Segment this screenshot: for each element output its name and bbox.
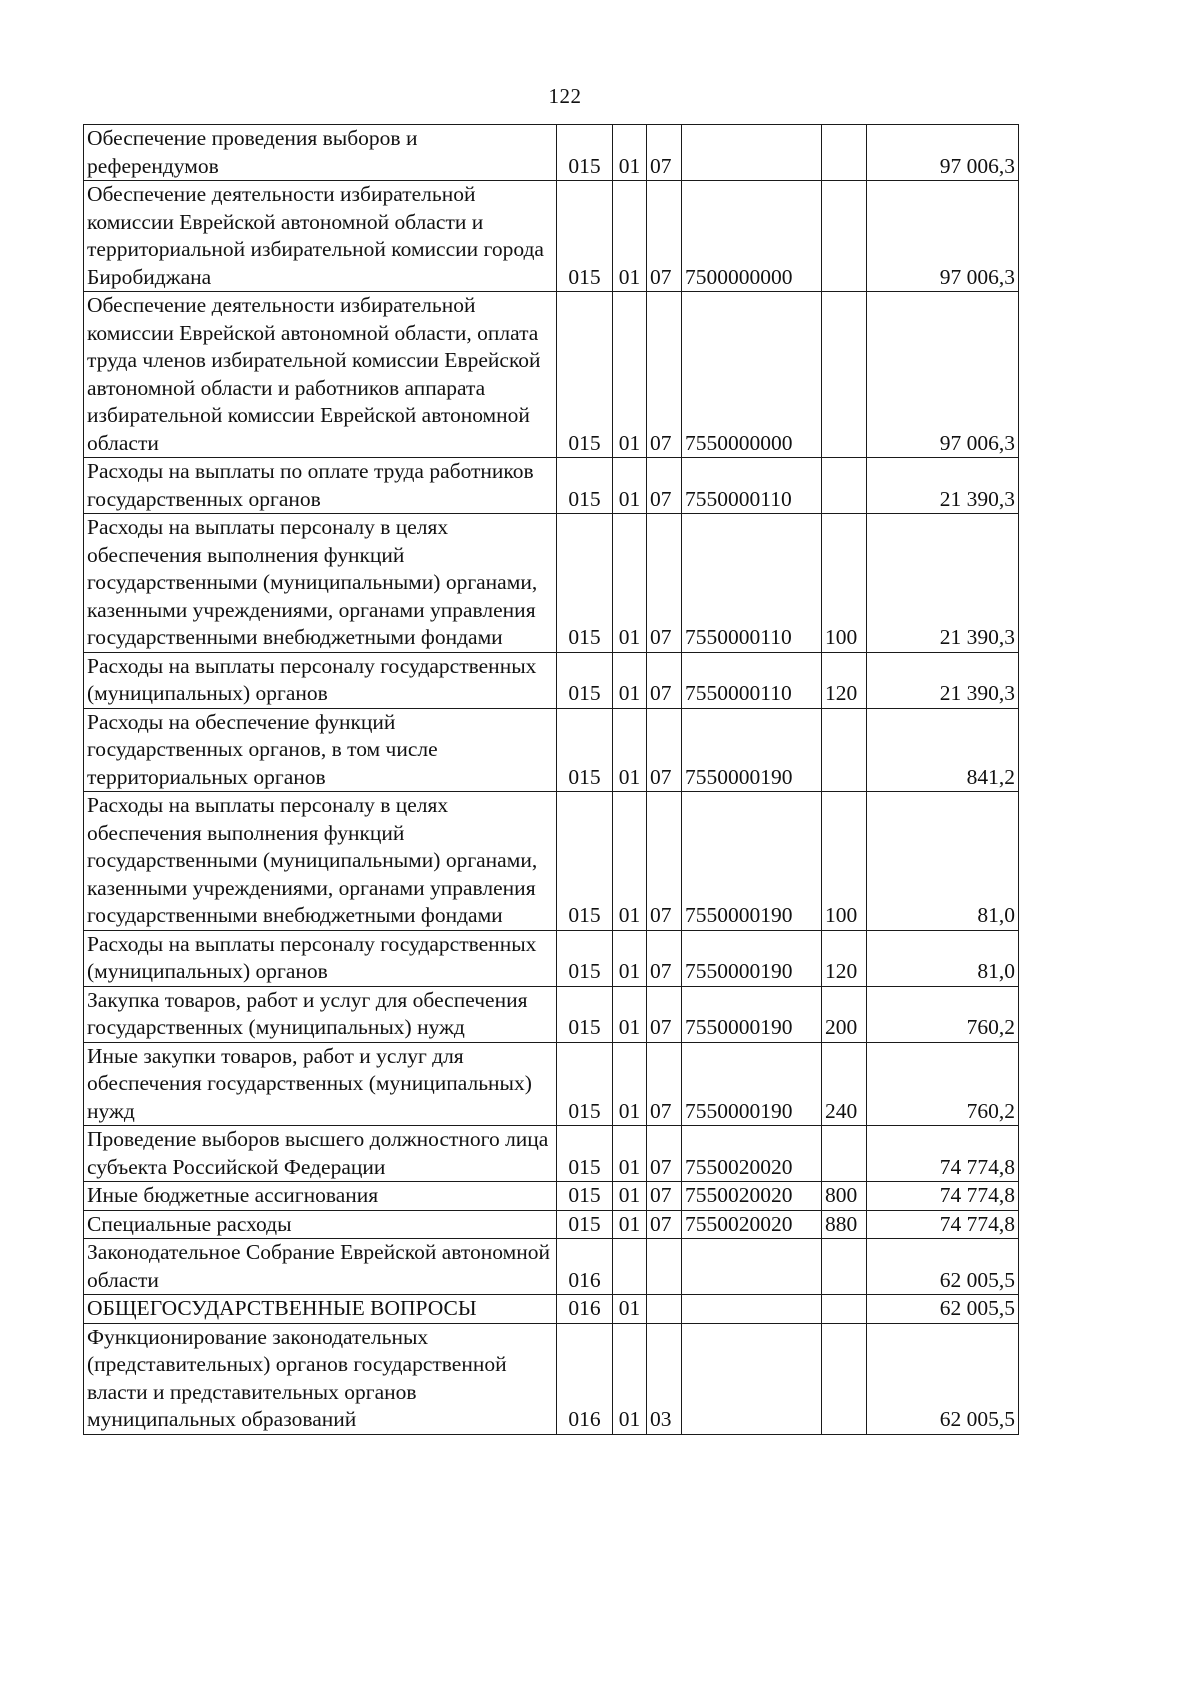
table-row bbox=[84, 652, 1019, 708]
department-code-cell: 015 bbox=[557, 930, 613, 986]
section-code-cell bbox=[613, 1239, 647, 1295]
table-row bbox=[84, 292, 1019, 458]
expense-name-cell: Специальные расходы bbox=[84, 1210, 557, 1239]
section-code-cell: 01 bbox=[613, 708, 647, 792]
expense-name-cell: Расходы на выплаты персоналу в целях обеспечения выполнения функций государственными (муниципальными) органами, казенными учреждениями, органами управления государственными внебюджетными фондами bbox=[84, 792, 557, 931]
department-code-cell: 015 bbox=[557, 652, 613, 708]
subsection-code-cell bbox=[647, 1239, 682, 1295]
expense-type-code-cell bbox=[822, 708, 867, 792]
subsection-code-cell: 07 bbox=[647, 986, 682, 1042]
expense-name-cell: Обеспечение деятельности избирательной комиссии Еврейской автономной области и территориальной избирательной комиссии города Биробиджана bbox=[84, 181, 557, 292]
expense-name-cell: Иные закупки товаров, работ и услуг для обеспечения государственных (муниципальных) нужд bbox=[84, 1042, 557, 1126]
expense-type-code-cell: 880 bbox=[822, 1210, 867, 1239]
subsection-code-cell: 07 bbox=[647, 181, 682, 292]
expense-type-code-cell: 120 bbox=[822, 930, 867, 986]
department-code-cell: 015 bbox=[557, 708, 613, 792]
subsection-code-cell: 07 bbox=[647, 652, 682, 708]
expense-type-code-cell: 100 bbox=[822, 792, 867, 931]
expense-type-code-cell: 240 bbox=[822, 1042, 867, 1126]
expense-name-cell: Расходы на выплаты по оплате труда работников государственных органов bbox=[84, 458, 557, 514]
section-code-cell: 01 bbox=[613, 181, 647, 292]
amount-cell: 841,2 bbox=[867, 708, 1019, 792]
section-code-cell: 01 bbox=[613, 792, 647, 931]
department-code-cell: 015 bbox=[557, 1210, 613, 1239]
section-code-cell: 01 bbox=[613, 652, 647, 708]
amount-cell: 97 006,3 bbox=[867, 181, 1019, 292]
expense-name-cell: Расходы на обеспечение функций государственных органов, в том числе территориальных органов bbox=[84, 708, 557, 792]
amount-cell: 760,2 bbox=[867, 1042, 1019, 1126]
target-item-code-cell bbox=[682, 1323, 822, 1434]
subsection-code-cell: 07 bbox=[647, 1210, 682, 1239]
section-code-cell: 01 bbox=[613, 1295, 647, 1324]
expense-type-code-cell: 120 bbox=[822, 652, 867, 708]
department-code-cell: 015 bbox=[557, 1126, 613, 1182]
section-code-cell: 01 bbox=[613, 1182, 647, 1211]
section-code-cell: 01 bbox=[613, 930, 647, 986]
expense-name-cell: Законодательное Собрание Еврейской автономной области bbox=[84, 1239, 557, 1295]
department-code-cell: 015 bbox=[557, 292, 613, 458]
expense-name-cell: Расходы на выплаты персоналу государственных (муниципальных) органов bbox=[84, 652, 557, 708]
department-code-cell: 015 bbox=[557, 1042, 613, 1126]
target-item-code-cell bbox=[682, 125, 822, 181]
expense-name-cell: Иные бюджетные ассигнования bbox=[84, 1182, 557, 1211]
department-code-cell: 015 bbox=[557, 125, 613, 181]
table-row bbox=[84, 1182, 1019, 1211]
expense-type-code-cell bbox=[822, 1126, 867, 1182]
subsection-code-cell: 07 bbox=[647, 930, 682, 986]
target-item-code-cell: 7550000110 bbox=[682, 458, 822, 514]
table-row bbox=[84, 930, 1019, 986]
subsection-code-cell: 07 bbox=[647, 1042, 682, 1126]
table-row bbox=[84, 125, 1019, 181]
amount-cell: 21 390,3 bbox=[867, 458, 1019, 514]
table-row bbox=[84, 1239, 1019, 1295]
expense-type-code-cell: 100 bbox=[822, 514, 867, 653]
department-code-cell: 015 bbox=[557, 1182, 613, 1211]
amount-cell: 97 006,3 bbox=[867, 292, 1019, 458]
table-row bbox=[84, 514, 1019, 653]
section-code-cell: 01 bbox=[613, 125, 647, 181]
section-code-cell: 01 bbox=[613, 1210, 647, 1239]
expense-name-cell: Обеспечение деятельности избирательной комиссии Еврейской автономной области, оплата труда членов избирательной комиссии Еврейской автономной области и работников аппарата избирательной комиссии Еврейской автономной области bbox=[84, 292, 557, 458]
department-code-cell: 015 bbox=[557, 792, 613, 931]
budget-table bbox=[83, 124, 1019, 1435]
amount-cell: 21 390,3 bbox=[867, 652, 1019, 708]
section-code-cell: 01 bbox=[613, 514, 647, 653]
amount-cell: 62 005,5 bbox=[867, 1323, 1019, 1434]
table-row bbox=[84, 1042, 1019, 1126]
expense-name-cell: Закупка товаров, работ и услуг для обеспечения государственных (муниципальных) нужд bbox=[84, 986, 557, 1042]
department-code-cell: 015 bbox=[557, 458, 613, 514]
department-code-cell: 016 bbox=[557, 1295, 613, 1324]
subsection-code-cell bbox=[647, 1295, 682, 1324]
target-item-code-cell: 7550000190 bbox=[682, 792, 822, 931]
target-item-code-cell: 7550000000 bbox=[682, 292, 822, 458]
target-item-code-cell: 7500000000 bbox=[682, 181, 822, 292]
expense-name-cell: Расходы на выплаты персоналу государственных (муниципальных) органов bbox=[84, 930, 557, 986]
table-body bbox=[84, 125, 1019, 1435]
section-code-cell: 01 bbox=[613, 1126, 647, 1182]
subsection-code-cell: 07 bbox=[647, 792, 682, 931]
table-row bbox=[84, 1295, 1019, 1324]
target-item-code-cell: 7550000190 bbox=[682, 986, 822, 1042]
amount-cell: 97 006,3 bbox=[867, 125, 1019, 181]
target-item-code-cell: 7550020020 bbox=[682, 1210, 822, 1239]
subsection-code-cell: 07 bbox=[647, 514, 682, 653]
expense-type-code-cell: 200 bbox=[822, 986, 867, 1042]
subsection-code-cell: 07 bbox=[647, 708, 682, 792]
table-row bbox=[84, 986, 1019, 1042]
department-code-cell: 015 bbox=[557, 986, 613, 1042]
amount-cell: 81,0 bbox=[867, 930, 1019, 986]
expense-type-code-cell bbox=[822, 181, 867, 292]
table-row bbox=[84, 1210, 1019, 1239]
subsection-code-cell: 07 bbox=[647, 458, 682, 514]
table-row bbox=[84, 1126, 1019, 1182]
expense-type-code-cell bbox=[822, 458, 867, 514]
expense-name-cell: Расходы на выплаты персоналу в целях обеспечения выполнения функций государственными (муниципальными) органами, казенными учреждениями, органами управления государственными внебюджетными фондами bbox=[84, 514, 557, 653]
amount-cell: 21 390,3 bbox=[867, 514, 1019, 653]
subsection-code-cell: 07 bbox=[647, 1126, 682, 1182]
expense-type-code-cell bbox=[822, 1295, 867, 1324]
expense-name-cell: Функционирование законодательных (представительных) органов государственной власти и представительных органов муниципальных образований bbox=[84, 1323, 557, 1434]
target-item-code-cell: 7550000190 bbox=[682, 1042, 822, 1126]
target-item-code-cell: 7550000110 bbox=[682, 652, 822, 708]
target-item-code-cell bbox=[682, 1239, 822, 1295]
amount-cell: 62 005,5 bbox=[867, 1239, 1019, 1295]
amount-cell: 62 005,5 bbox=[867, 1295, 1019, 1324]
table-row bbox=[84, 708, 1019, 792]
amount-cell: 81,0 bbox=[867, 792, 1019, 931]
department-code-cell: 016 bbox=[557, 1239, 613, 1295]
table-row bbox=[84, 458, 1019, 514]
target-item-code-cell: 7550020020 bbox=[682, 1126, 822, 1182]
subsection-code-cell: 03 bbox=[647, 1323, 682, 1434]
section-code-cell: 01 bbox=[613, 292, 647, 458]
target-item-code-cell: 7550020020 bbox=[682, 1182, 822, 1211]
target-item-code-cell: 7550000110 bbox=[682, 514, 822, 653]
table-row bbox=[84, 792, 1019, 931]
expense-name-cell: Проведение выборов высшего должностного лица субъекта Российской Федерации bbox=[84, 1126, 557, 1182]
expense-type-code-cell: 800 bbox=[822, 1182, 867, 1211]
amount-cell: 74 774,8 bbox=[867, 1182, 1019, 1211]
expense-name-cell: ОБЩЕГОСУДАРСТВЕННЫЕ ВОПРОСЫ bbox=[84, 1295, 557, 1324]
target-item-code-cell: 7550000190 bbox=[682, 930, 822, 986]
department-code-cell: 016 bbox=[557, 1323, 613, 1434]
expense-type-code-cell bbox=[822, 125, 867, 181]
subsection-code-cell: 07 bbox=[647, 125, 682, 181]
page-number: 122 bbox=[548, 84, 582, 108]
section-code-cell: 01 bbox=[613, 1323, 647, 1434]
expense-name-cell: Обеспечение проведения выборов и референдумов bbox=[84, 125, 557, 181]
expense-type-code-cell bbox=[822, 1323, 867, 1434]
table-row bbox=[84, 1323, 1019, 1434]
section-code-cell: 01 bbox=[613, 986, 647, 1042]
table-row bbox=[84, 181, 1019, 292]
section-code-cell: 01 bbox=[613, 458, 647, 514]
subsection-code-cell: 07 bbox=[647, 1182, 682, 1211]
target-item-code-cell: 7550000190 bbox=[682, 708, 822, 792]
department-code-cell: 015 bbox=[557, 181, 613, 292]
amount-cell: 74 774,8 bbox=[867, 1210, 1019, 1239]
section-code-cell: 01 bbox=[613, 1042, 647, 1126]
expense-type-code-cell bbox=[822, 1239, 867, 1295]
target-item-code-cell bbox=[682, 1295, 822, 1324]
subsection-code-cell: 07 bbox=[647, 292, 682, 458]
department-code-cell: 015 bbox=[557, 514, 613, 653]
expense-type-code-cell bbox=[822, 292, 867, 458]
amount-cell: 760,2 bbox=[867, 986, 1019, 1042]
amount-cell: 74 774,8 bbox=[867, 1126, 1019, 1182]
